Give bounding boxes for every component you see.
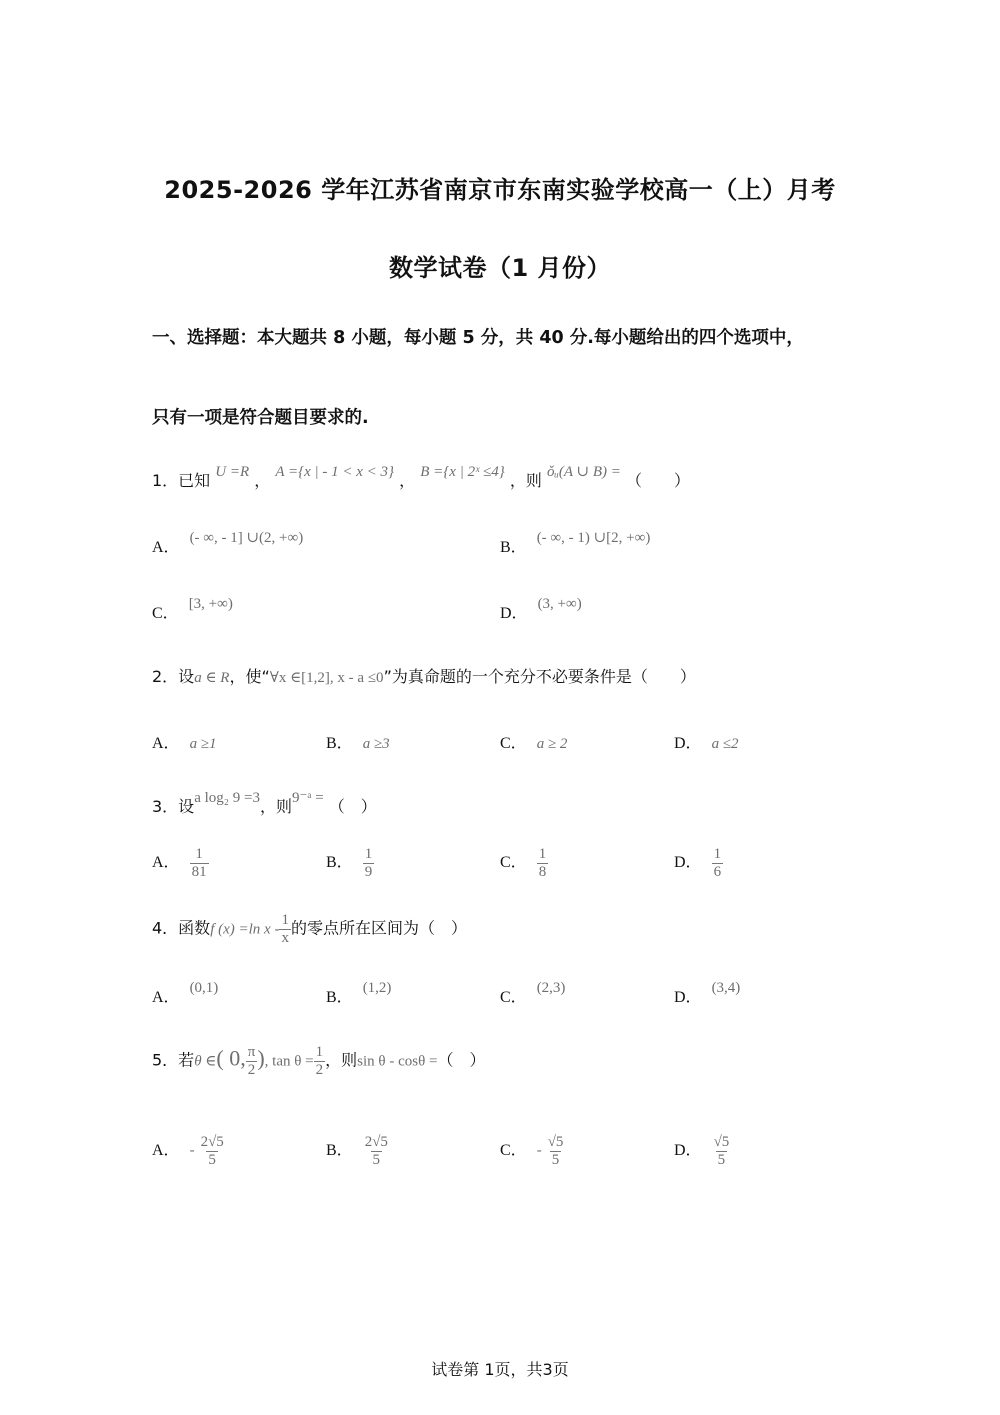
section-heading-line2: 只有一项是符合题目要求的. xyxy=(152,408,369,428)
fraction-denominator: 5 xyxy=(208,1151,216,1168)
fraction-denominator: 6 xyxy=(713,863,722,880)
option-value: a ≥ 2 xyxy=(536,736,568,752)
fraction-denominator: 2 xyxy=(247,1061,256,1078)
exam-title-line2: 数学试卷（1 月份） xyxy=(388,254,612,282)
question-5 xyxy=(152,1044,486,1078)
option-label: D． xyxy=(674,989,702,1006)
option-value: (- ∞, - 1] ∪(2, +∞) xyxy=(189,530,304,546)
q4-function: f (x) =ln x - xyxy=(210,921,280,938)
option-value: (3,4) xyxy=(711,980,741,996)
option-value: (0,1) xyxy=(189,980,219,996)
q5-option-a xyxy=(152,1134,226,1168)
q4-option-a xyxy=(152,980,219,1007)
option-value: a ≥1 xyxy=(189,736,217,752)
option-value: (1,2) xyxy=(362,980,392,996)
q2-condition: ∀x ∈[1,2], x - a ≤0 xyxy=(269,670,384,686)
q3-option-d xyxy=(674,846,723,880)
q5-answer-blank: （ ） xyxy=(437,1050,486,1070)
option-fraction xyxy=(712,846,724,880)
option-value: (- ∞, - 1) ∪[2, +∞) xyxy=(536,530,651,546)
option-label: D． xyxy=(674,735,702,752)
q5-option-d xyxy=(674,1134,731,1168)
q1-universe: U =R xyxy=(215,464,250,480)
exam-title-line1: 2025-2026 学年江苏省南京市东南实验学校高一（上）月考 xyxy=(164,176,836,204)
question-1 xyxy=(152,464,690,491)
q5-tan-fraction xyxy=(314,1044,326,1078)
q5-option-c xyxy=(500,1134,565,1168)
fraction-numerator: 1 xyxy=(713,846,722,862)
q4-prefix: 4．函数 xyxy=(152,918,211,938)
fraction-numerator: √5 xyxy=(713,1134,730,1150)
option-value: a ≥3 xyxy=(362,736,390,752)
option-label: D． xyxy=(500,605,528,622)
q2-option-d xyxy=(674,730,739,753)
q4-option-b xyxy=(326,980,392,1007)
q4-suffix: 的零点所在区间为（ ） xyxy=(290,918,467,938)
q3-prefix: 3．设 xyxy=(152,797,195,816)
option-value: (3, +∞) xyxy=(537,596,582,612)
option-label: A． xyxy=(152,989,180,1006)
fraction-numerator: 2√5 xyxy=(364,1134,388,1150)
q5-tan: , tan θ = xyxy=(264,1053,314,1070)
option-label: C． xyxy=(500,1141,527,1159)
fraction-numerator: 1 xyxy=(364,846,373,862)
q5-prefix: 5．若 xyxy=(152,1050,195,1070)
q3-then: ，则 xyxy=(259,797,292,816)
option-fraction xyxy=(190,846,209,880)
option-fraction xyxy=(363,846,375,880)
q2-a-in-r: a ∈ R xyxy=(194,670,230,686)
option-value: [3, +∞) xyxy=(188,596,233,612)
q2-option-b xyxy=(326,730,390,753)
q5-theta: θ ∈ xyxy=(194,1053,217,1070)
q2-option-a xyxy=(152,730,217,753)
q2-prefix: 2．设 xyxy=(152,667,195,686)
q2-suffix: ”为真命题的一个充分不必要条件是（ ） xyxy=(383,667,696,686)
option-label: B． xyxy=(326,989,353,1006)
fraction-denominator: 5 xyxy=(551,1151,560,1168)
fraction-numerator: 1 xyxy=(281,912,289,928)
option-fraction xyxy=(199,1134,226,1168)
section-heading-line1: 一、选择题：本大题共 8 小题，每小题 5 分，共 40 分.每小题给出的四个选项中， xyxy=(152,328,804,348)
q1-prefix: 1．已知 xyxy=(152,471,211,490)
q1-option-a xyxy=(152,530,304,557)
option-sign: - xyxy=(536,1142,542,1159)
q3-option-c xyxy=(500,846,548,880)
q2-option-c xyxy=(500,730,567,753)
q5-interval-close: ) xyxy=(257,1045,265,1071)
option-label: C． xyxy=(500,735,527,752)
q1-set-b: B ={x | 2ˣ ≤4} xyxy=(420,464,505,480)
fraction-denominator: x xyxy=(281,929,289,946)
fraction-numerator: 2√5 xyxy=(200,1134,224,1150)
q5-interval-open: ( 0, xyxy=(216,1045,246,1071)
fraction-denominator: 5 xyxy=(372,1151,381,1168)
option-label: C． xyxy=(152,605,179,622)
q3-condition: a log₂ 9 =3 xyxy=(194,790,260,806)
option-sign: - xyxy=(189,1142,195,1159)
q3-option-a xyxy=(152,846,209,880)
option-label: D． xyxy=(674,853,702,871)
fraction-denominator: 8 xyxy=(538,863,547,880)
fraction-denominator: 2 xyxy=(315,1061,324,1078)
option-value: (2,3) xyxy=(536,980,566,996)
option-label: B． xyxy=(326,853,353,871)
question-2 xyxy=(152,664,696,687)
q1-answer-blank: （ ） xyxy=(625,471,690,490)
option-label: A． xyxy=(152,853,180,871)
option-fraction xyxy=(363,1134,390,1168)
q1-then: ，则 xyxy=(509,471,542,490)
q5-pi-fraction xyxy=(246,1044,258,1078)
q4-option-c xyxy=(500,980,566,1007)
option-label: B． xyxy=(500,539,527,556)
q1-set-a: A ={x | - 1 < x < 3} xyxy=(275,464,395,480)
fraction-denominator: 5 xyxy=(717,1151,726,1168)
fraction-numerator: √5 xyxy=(547,1134,564,1150)
option-label: B． xyxy=(326,735,353,752)
q1-expression: ǒᵤ(A ∪ B) = xyxy=(547,464,621,480)
option-fraction xyxy=(546,1134,566,1168)
q5-option-b xyxy=(326,1134,390,1168)
q3-expression: 9⁻ᵃ = xyxy=(291,790,324,806)
q1-sep2: ， xyxy=(399,471,416,490)
q4-fraction xyxy=(279,912,291,946)
option-label: C． xyxy=(500,989,527,1006)
option-label: D． xyxy=(674,1141,702,1159)
option-value: a ≤2 xyxy=(711,736,739,752)
q4-option-d xyxy=(674,980,741,1007)
q1-option-b xyxy=(500,530,651,557)
option-label: C． xyxy=(500,853,527,871)
option-fraction xyxy=(537,846,549,880)
q1-option-c xyxy=(152,596,233,623)
option-label: A． xyxy=(152,735,180,752)
q1-option-d xyxy=(500,596,582,623)
option-label: A． xyxy=(152,539,180,556)
fraction-denominator: 9 xyxy=(364,863,373,880)
option-label: B． xyxy=(326,1141,353,1159)
q3-answer-blank: （ ） xyxy=(328,797,377,816)
q1-sep1: ， xyxy=(254,471,271,490)
q3-option-b xyxy=(326,846,374,880)
fraction-numerator: π xyxy=(247,1044,256,1060)
fraction-numerator: 1 xyxy=(538,846,547,862)
fraction-numerator: 1 xyxy=(315,1044,324,1060)
fraction-denominator: 81 xyxy=(191,863,207,880)
option-label: A． xyxy=(152,1141,180,1159)
question-4 xyxy=(152,912,467,946)
page-footer: 试卷第 1页，共3页 xyxy=(431,1360,569,1379)
fraction-numerator: 1 xyxy=(195,846,203,862)
q5-then: ，则 xyxy=(325,1050,358,1070)
q5-expression: sin θ - cosθ = xyxy=(357,1053,438,1070)
q2-mid: ，使“ xyxy=(229,667,270,686)
option-fraction xyxy=(712,1134,732,1168)
question-3 xyxy=(152,790,377,817)
